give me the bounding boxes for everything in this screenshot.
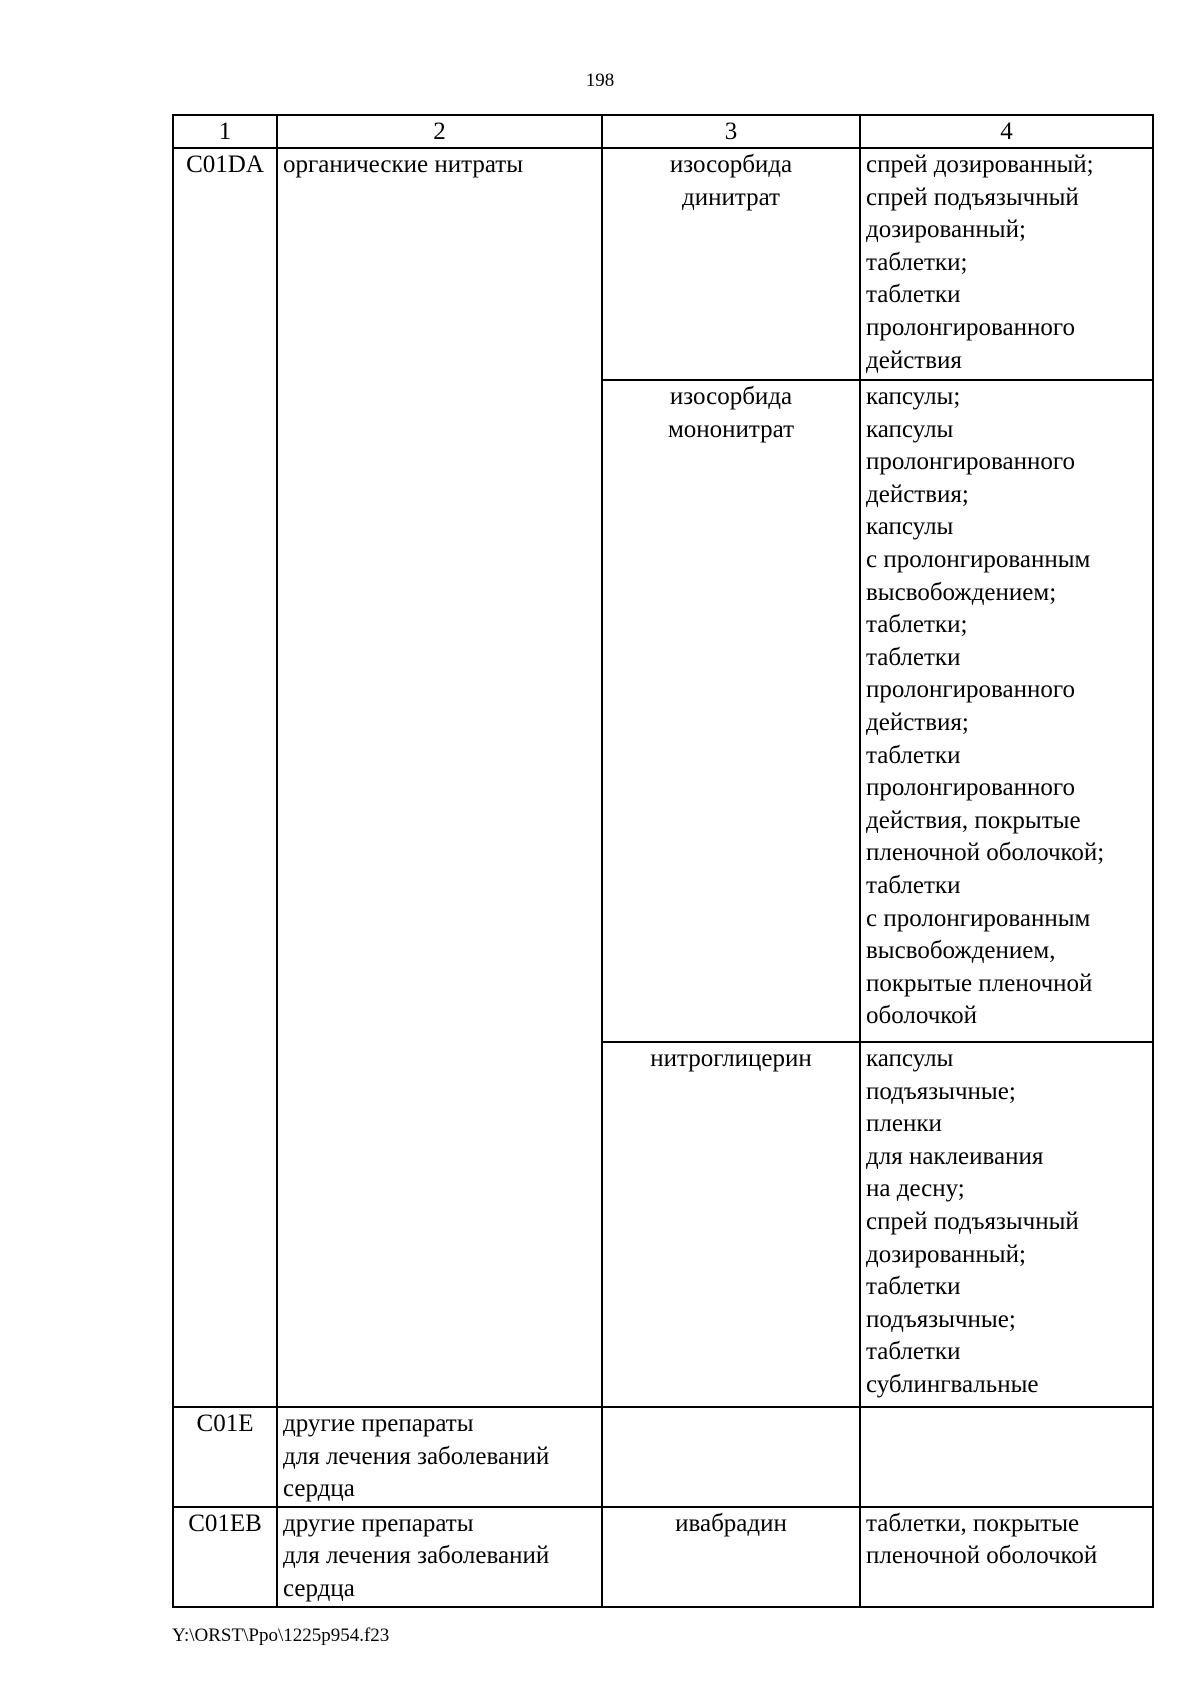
cell-line: высвобождением, [866,937,1056,965]
drug-table [172,114,1154,1608]
cell-line: оболочкой [866,1002,978,1030]
cell-line: спрей подъязычный [866,183,1079,211]
header-cell: 2 [277,115,602,148]
cell-line: пленки [866,1110,942,1138]
group-cell [277,1407,602,1507]
atc-code-cell [173,1507,277,1607]
cell-line: другие препараты [283,1410,474,1437]
table-row [173,148,1153,380]
cell-line: действия; [866,480,969,508]
cell-line: таблетки [866,871,961,899]
cell-line: органические нитраты [283,151,524,178]
cell-line: сердца [283,1574,355,1602]
cell-line: таблетки; [866,248,968,276]
cell-line: высвобождением; [866,578,1057,606]
cell-line: на десну; [866,1175,965,1203]
cell-line: мононитрат [667,415,795,443]
cell-line: таблетки [866,1273,961,1301]
drug-name-cell [602,1042,860,1407]
cell-line: пролонгированного [866,676,1075,704]
cell-line: таблетки; [866,611,968,639]
group-cell [277,148,602,1407]
cell-line: с пролонгированным [866,545,1091,573]
file-path-footer: Y:\ORST\Ppo\1225p954.f23 [172,1625,390,1646]
cell-line: дозированный; [866,1240,1026,1268]
cell-line: пролонгированного [866,448,1075,476]
cell-line: для лечения заболеваний [283,1542,550,1570]
cell-line: сублингвальные [866,1370,1039,1398]
cell-line: таблетки [866,741,961,769]
cell-line: пролонгированного [866,774,1075,802]
drug-name-cell [602,148,860,380]
cell-line: динитрат [682,183,780,211]
page-number: 198 [585,70,615,91]
cell-line: спрей подъязычный [866,1207,1079,1235]
cell-line: спрей дозированный; [866,151,1094,178]
cell-line: пролонгированного [866,313,1075,341]
cell-line: капсулы [866,415,954,443]
cell-line: покрытые пленочной [866,969,1093,997]
cell-line: подъязычные; [866,1305,1016,1333]
cell-line: нитроглицерин [650,1045,812,1072]
group-cell [277,1507,602,1607]
table-header-row [173,115,1153,148]
cell-line: капсулы [866,513,954,541]
cell-line: подъязычные; [866,1077,1016,1105]
cell-line: ивабрадин [675,1509,787,1537]
cell-line: пленочной оболочкой; [866,839,1105,867]
cell-line: изосорбида [669,151,793,178]
cell-line: C01E [196,1410,254,1437]
header-cell: 4 [860,115,1153,148]
dosage-form-cell [860,1042,1153,1407]
cell-line: для лечения заболеваний [283,1442,550,1470]
cell-line: дозированный; [866,216,1026,244]
dosage-form-cell [860,1407,1153,1507]
drug-name-cell [602,1407,860,1507]
cell-line: таблетки [866,281,961,309]
cell-line: действия, покрытые [866,806,1081,834]
atc-code-cell [173,148,277,1407]
drug-name-cell [602,380,860,1042]
cell-line: таблетки [866,1338,961,1366]
header-cell: 3 [602,115,860,148]
cell-line: капсулы [866,1045,954,1072]
atc-code-cell [173,1407,277,1507]
cell-line: пленочной оболочкой [866,1542,1098,1570]
cell-line: C01EB [188,1509,262,1537]
header-cell: 1 [173,115,277,148]
table-row [173,1507,1153,1607]
cell-line: другие препараты [283,1509,474,1537]
drug-name-cell [602,1507,860,1607]
cell-line: с пролонгированным [866,904,1091,932]
cell-line: сердца [283,1475,355,1503]
cell-line: для наклеивания [866,1142,1044,1170]
cell-line: таблетки, покрытые [866,1509,1080,1537]
dosage-form-cell [860,148,1153,380]
dosage-form-cell [860,1507,1153,1607]
cell-line: изосорбида [669,383,793,410]
dosage-form-cell [860,380,1153,1042]
cell-line: действия; [866,708,969,736]
cell-line: таблетки [866,643,961,671]
cell-line: действия [866,346,962,374]
cell-line: капсулы; [866,383,961,410]
table-row [173,1407,1153,1507]
cell-line: C01DA [186,151,264,178]
